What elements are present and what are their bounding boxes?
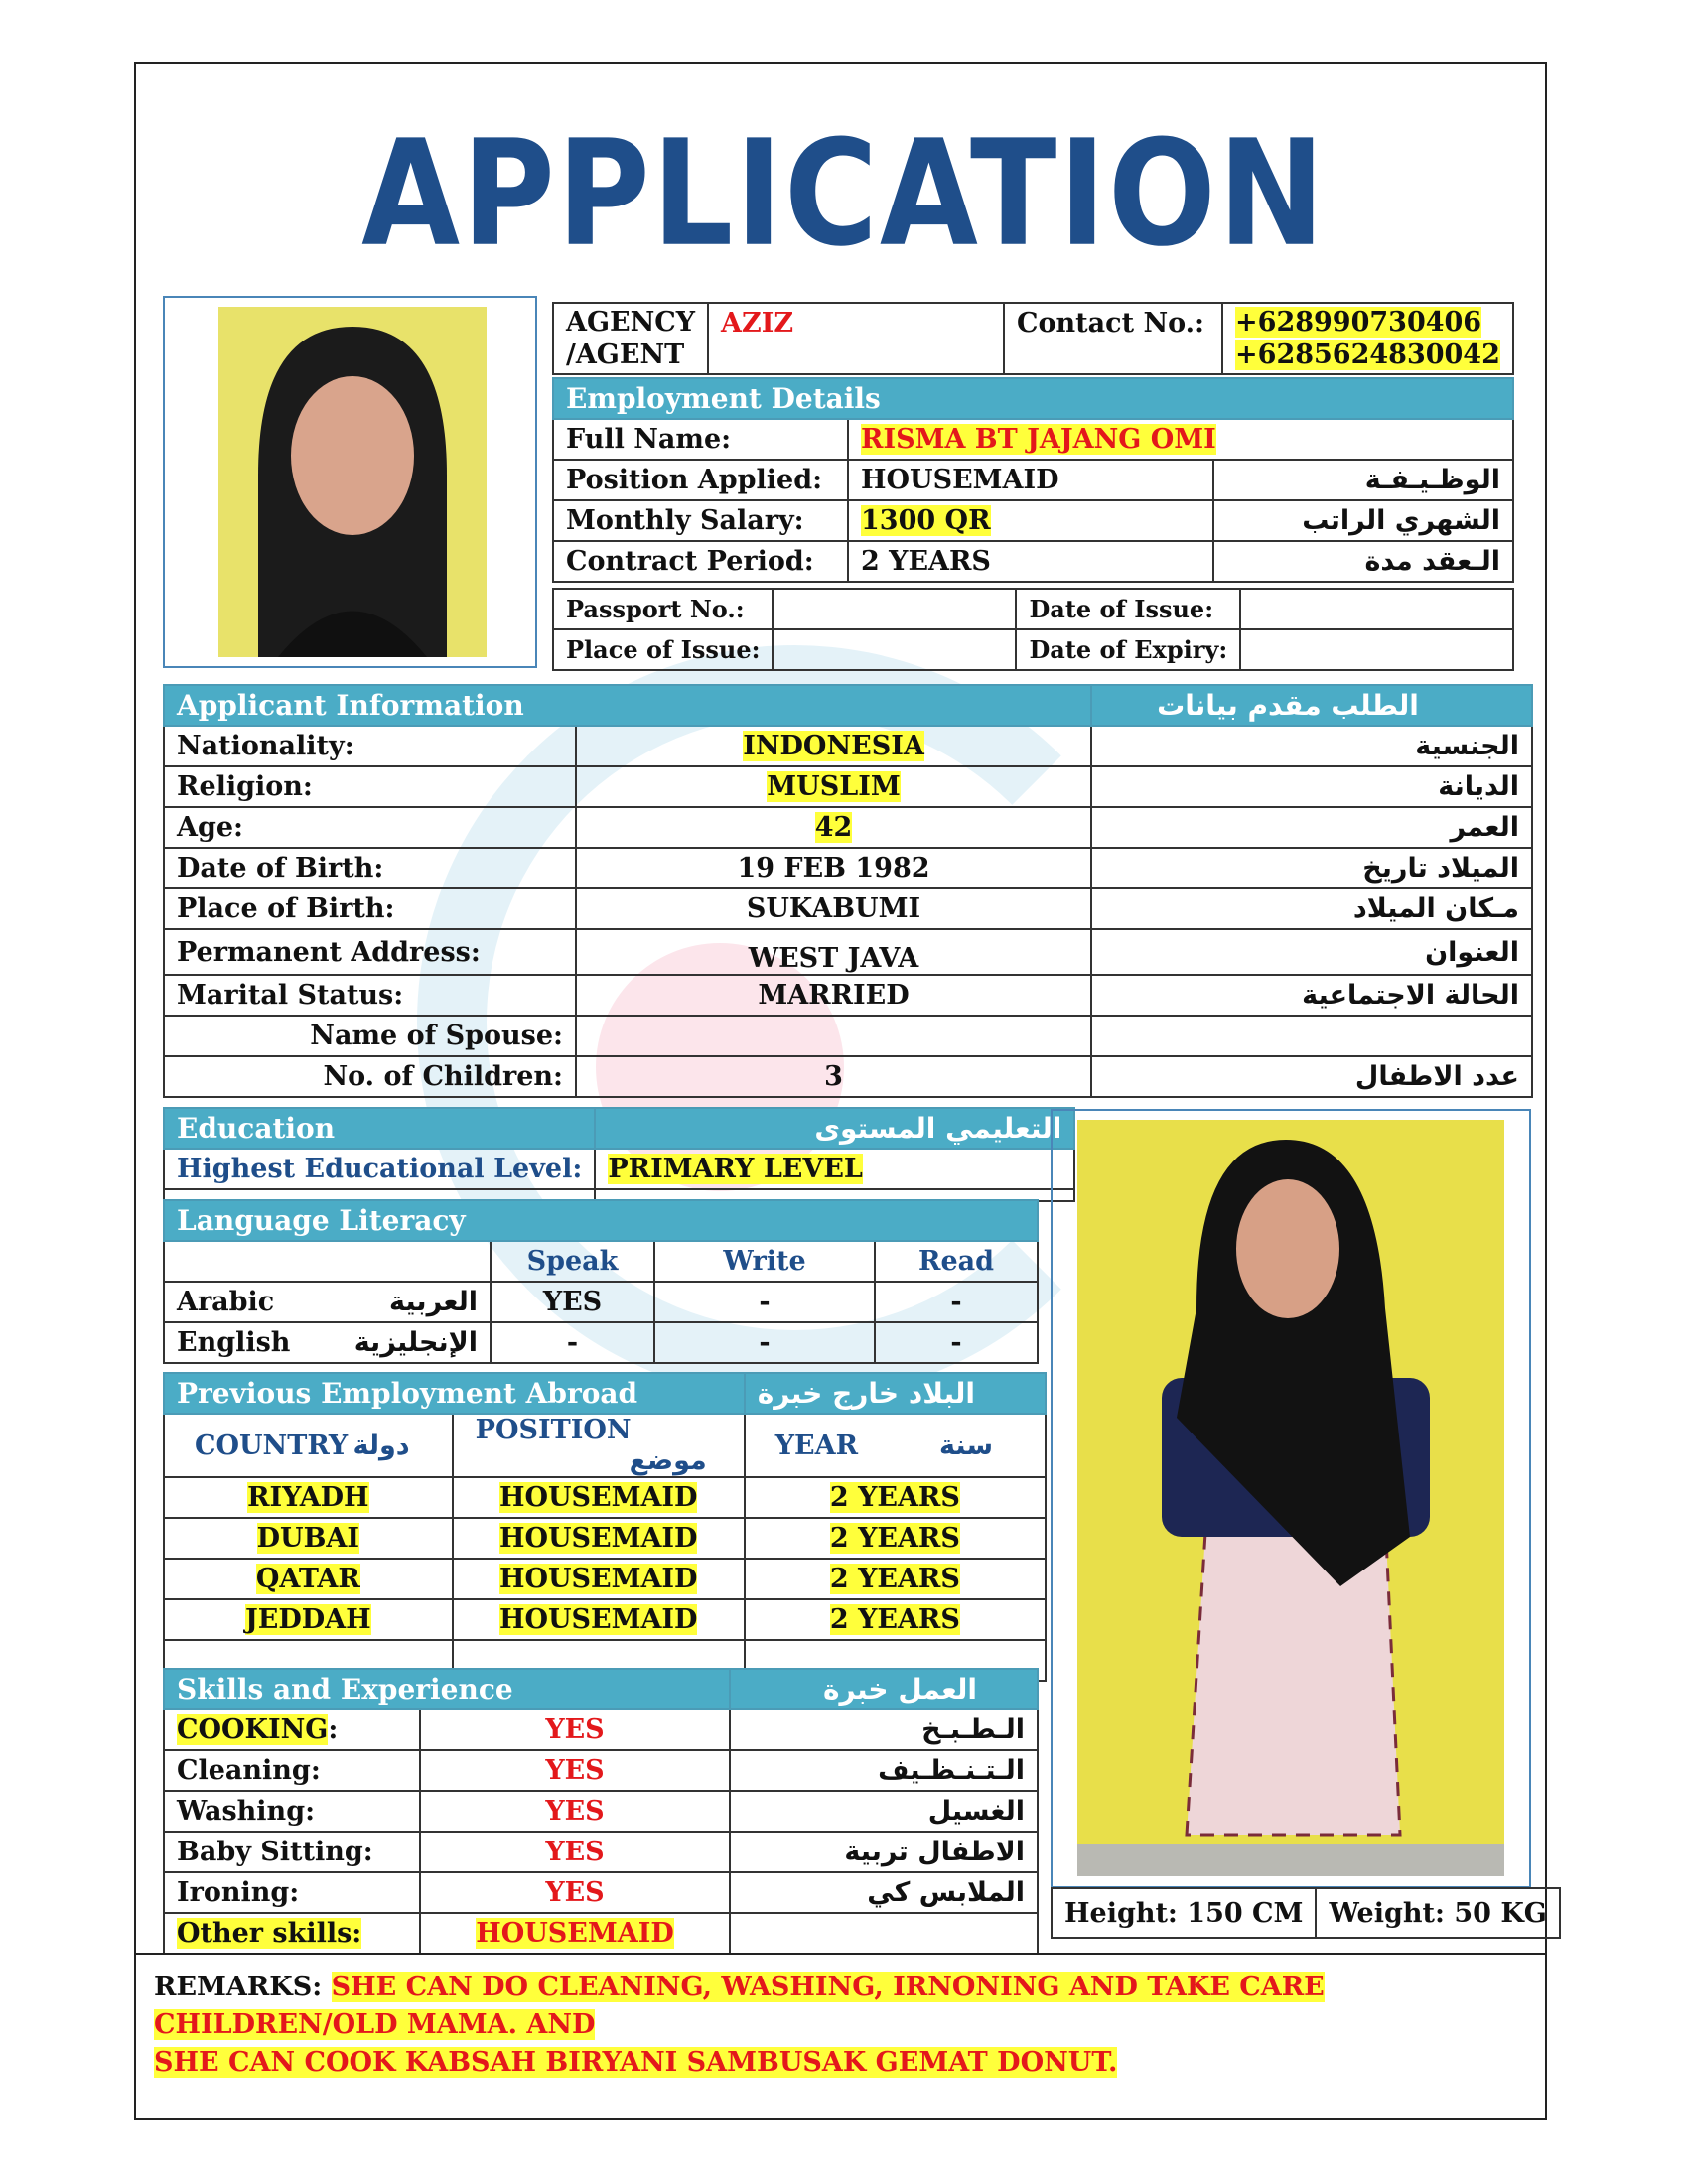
applicant-table <box>163 684 1533 1098</box>
religion-label: Religion: <box>164 766 576 807</box>
contact-label: Contact No.: <box>1004 303 1222 374</box>
nationality-ar: الجنسية <box>1091 726 1532 766</box>
marital-label: Marital Status: <box>164 975 576 1016</box>
country-col: COUNTRY <box>195 1430 349 1461</box>
nationality-label: Nationality: <box>164 726 576 766</box>
washing-ar: الغسيل <box>730 1791 1038 1832</box>
position-ar: الوظـيـفـة <box>1213 460 1513 500</box>
address-ar: العنوان <box>1091 929 1532 975</box>
contract-ar: الـعقد مدة <box>1213 541 1513 582</box>
remarks-box <box>134 1953 1547 2120</box>
education-level-value: PRIMARY LEVEL <box>608 1154 863 1184</box>
prev-year-2: 2 YEARS <box>829 1523 960 1554</box>
prev-year-1: 2 YEARS <box>829 1482 960 1513</box>
dob-ar: الميلاد تاريخ <box>1091 848 1532 888</box>
arabic-ar: العربية <box>389 1287 478 1317</box>
dob-value: 19 FEB 1982 <box>576 848 1091 888</box>
position-col: POSITION <box>475 1415 632 1445</box>
prev-position-4: HOUSEMAID <box>498 1604 698 1635</box>
english-ar: الإنجليزية <box>353 1327 478 1358</box>
employment-header: Employment Details <box>553 378 1513 419</box>
babysitting-value: YES <box>420 1832 730 1872</box>
age-label: Age: <box>164 807 576 848</box>
prev-year-3: 2 YEARS <box>829 1564 960 1594</box>
nationality-value: INDONESIA <box>743 731 924 761</box>
contact-2: +6285624830042 <box>1235 340 1500 370</box>
employment-table <box>552 377 1514 583</box>
education-header: Education <box>164 1108 595 1149</box>
position-value: HOUSEMAID <box>848 460 1213 500</box>
issue-date-label: Date of Issue: <box>1016 589 1240 629</box>
ironing-label: Ironing: <box>164 1872 420 1913</box>
ironing-value: YES <box>420 1872 730 1913</box>
prev-position-1: HOUSEMAID <box>498 1482 698 1513</box>
religion-value: MUSLIM <box>767 771 901 802</box>
washing-value: YES <box>420 1791 730 1832</box>
education-level-label: Highest Educational Level: <box>164 1149 595 1189</box>
babysitting-ar: الاطفال تربية <box>730 1832 1038 1872</box>
speak-col: Speak <box>491 1241 654 1282</box>
skills-table: Skills and Experience العمل خبرة COOKING: YES الـطـبـخ Cleaning: YES الـتـنـظـيف Washing: YES الغسيل Baby Sitting: YES الاطفال تربية Ironing: YES الملابس كي Other skills: HOUSEMAID <box>163 1668 1039 1955</box>
place-issue-label: Place of Issue: <box>553 629 773 670</box>
year-col: YEAR <box>774 1430 859 1461</box>
country-col-ar: دولة <box>352 1430 410 1461</box>
age-value: 42 <box>814 812 853 843</box>
skills-header-ar: العمل خبرة <box>730 1669 1038 1709</box>
passport-table <box>552 588 1514 671</box>
applicant-header: Applicant Information <box>164 685 1091 726</box>
prev-position-2: HOUSEMAID <box>498 1523 698 1554</box>
place-issue-value <box>773 629 1016 670</box>
cooking-ar: الـطـبـخ <box>730 1709 1038 1750</box>
previous-header-ar: البلاد خارج خبرة <box>745 1373 1046 1414</box>
salary-ar: الشهري الراتب <box>1213 500 1513 541</box>
measurements-table <box>1051 1887 1561 1939</box>
pob-value: SUKABUMI <box>576 888 1091 929</box>
language-header: Language Literacy <box>164 1200 1038 1241</box>
page-title: APPLICATION <box>361 109 1327 280</box>
dob-label: Date of Birth: <box>164 848 576 888</box>
contract-value: 2 YEARS <box>848 541 1213 582</box>
year-col-ar: سنة <box>939 1430 993 1461</box>
religion-ar: الديانة <box>1091 766 1532 807</box>
spouse-label: Name of Spouse: <box>164 1016 576 1056</box>
portrait-photo <box>218 307 487 657</box>
full-name-label: Full Name: <box>553 419 848 460</box>
children-value: 3 <box>576 1056 1091 1097</box>
arabic-label: Arabic <box>177 1287 275 1317</box>
position-label: Position Applied: <box>553 460 848 500</box>
remarks-text-2: SHE CAN COOK KABSAH BIRYANI SAMBUSAK GEMAT DONUT. <box>154 2047 1118 2078</box>
children-label: No. of Children: <box>164 1056 576 1097</box>
expiry-value <box>1240 629 1513 670</box>
english-write: - <box>654 1322 875 1363</box>
prev-year-4: 2 YEARS <box>829 1604 960 1635</box>
agency-table <box>552 302 1514 375</box>
contact-1: +628990730406 <box>1235 307 1482 338</box>
pob-label: Place of Birth: <box>164 888 576 929</box>
cooking-value: YES <box>420 1709 730 1750</box>
read-col: Read <box>875 1241 1038 1282</box>
salary-label: Monthly Salary: <box>553 500 848 541</box>
remarks-text-1: SHE CAN DO CLEANING, WASHING, IRNONING AND TAKE CARE CHILDREN/OLD MAMA. AND <box>154 1972 1325 2040</box>
expiry-label: Date of Expiry: <box>1016 629 1240 670</box>
spouse-ar <box>1091 1016 1532 1056</box>
agency-value: AZIZ <box>708 303 1004 374</box>
weight-value: Weight: 50 KG <box>1316 1888 1559 1938</box>
marital-value: MARRIED <box>576 975 1091 1016</box>
education-table <box>163 1107 1075 1202</box>
fullbody-photo <box>1077 1120 1504 1876</box>
passport-no-label: Passport No.: <box>553 589 773 629</box>
washing-label: Washing: <box>164 1791 420 1832</box>
cleaning-ar: الـتـنـظـيف <box>730 1750 1038 1791</box>
prev-country-2: DUBAI <box>256 1523 359 1554</box>
write-col: Write <box>654 1241 875 1282</box>
contract-label: Contract Period: <box>553 541 848 582</box>
english-speak: - <box>491 1322 654 1363</box>
issue-date-value <box>1240 589 1513 629</box>
agency-label-2: /AGENT <box>566 340 685 370</box>
prev-country-1: RIYADH <box>247 1482 369 1513</box>
passport-no-value <box>773 589 1016 629</box>
prev-position-3: HOUSEMAID <box>498 1564 698 1594</box>
arabic-read: - <box>875 1282 1038 1322</box>
arabic-speak: YES <box>491 1282 654 1322</box>
age-ar: العمر <box>1091 807 1532 848</box>
children-ar: عدد الاطفال <box>1091 1056 1532 1097</box>
position-col-ar: موضع <box>629 1445 707 1476</box>
education-header-ar: التعليمي المستوى <box>595 1108 1074 1149</box>
english-read: - <box>875 1322 1038 1363</box>
salary-value: 1300 QR <box>861 505 991 536</box>
pob-ar: مـكان الميلاد <box>1091 888 1532 929</box>
babysitting-label: Baby Sitting: <box>164 1832 420 1872</box>
other-skills-value: HOUSEMAID <box>476 1918 674 1949</box>
remarks-label: REMARKS: <box>154 1972 323 2002</box>
spouse-value <box>576 1016 1091 1056</box>
table-row <box>164 1599 1046 1640</box>
english-label: English <box>177 1327 291 1358</box>
table-row <box>164 1477 1046 1518</box>
address-label: Permanent Address: <box>164 929 576 975</box>
cleaning-label: Cleaning: <box>164 1750 420 1791</box>
marital-ar: الحالة الاجتماعية <box>1091 975 1532 1016</box>
full-name-value: RISMA BT JAJANG OMI <box>861 424 1216 455</box>
height-value: Height: 150 CM <box>1052 1888 1316 1938</box>
skills-header: Skills and Experience <box>164 1669 730 1709</box>
prev-country-4: JEDDAH <box>245 1604 371 1635</box>
ironing-ar: الملابس كي <box>730 1872 1038 1913</box>
cooking-label: COOKING <box>177 1714 329 1745</box>
table-row <box>164 1518 1046 1559</box>
table-row <box>164 1559 1046 1599</box>
address-value: WEST JAVA <box>576 929 1091 975</box>
language-table <box>163 1199 1039 1364</box>
prev-country-3: QATAR <box>255 1564 360 1594</box>
agency-label-1: AGENCY <box>566 307 696 338</box>
other-skills-label: Other skills: <box>177 1918 362 1949</box>
previous-header: Previous Employment Abroad <box>164 1373 745 1414</box>
cleaning-value: YES <box>420 1750 730 1791</box>
applicant-header-ar: الطلب مقدم بيانات <box>1091 685 1532 726</box>
arabic-write: - <box>654 1282 875 1322</box>
previous-employment-table <box>163 1372 1047 1682</box>
